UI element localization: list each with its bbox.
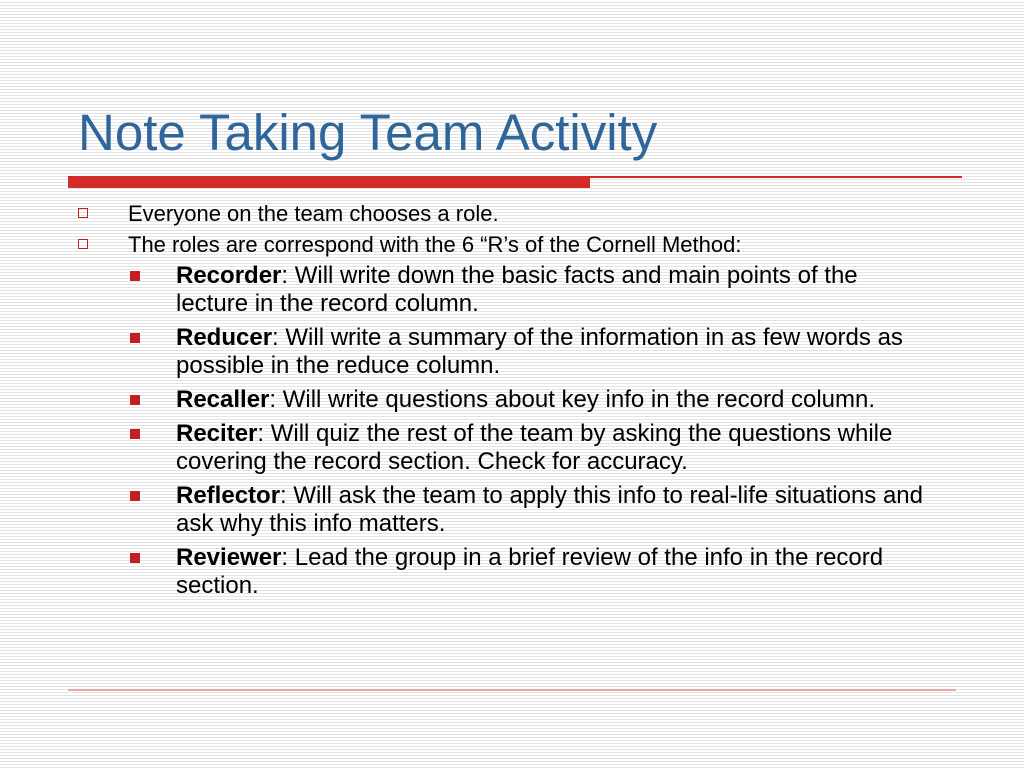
title-underline-thin: [590, 176, 962, 178]
title-underline-thick: [68, 176, 590, 188]
role-item-reflector: [126, 482, 926, 538]
filled-square-bullet-icon: [130, 553, 140, 563]
role-name: Recaller: [176, 386, 270, 413]
filled-square-bullet-icon: [130, 395, 140, 405]
role-item-recorder: [126, 262, 926, 318]
role-name: Reducer: [176, 324, 273, 351]
role-description: : Will write down the basic facts and main points of the lecture in the record column.: [176, 262, 858, 317]
bullet-text: The roles are correspond with the 6 “R’s of the Cornell Method:: [128, 232, 742, 257]
role-item-reducer: [126, 324, 926, 380]
bullet-text: Everyone on the team chooses a role.: [128, 201, 499, 226]
slide-title: Note Taking Team Activity: [78, 104, 658, 161]
role-name: Recorder: [176, 262, 282, 289]
hollow-square-bullet-icon: [78, 208, 88, 218]
role-description: : Will quiz the rest of the team by asking the questions while covering the record section. Check for accuracy.: [176, 420, 893, 475]
bullet-list: [74, 200, 964, 262]
filled-square-bullet-icon: [130, 271, 140, 281]
role-list: [126, 262, 926, 606]
role-description: : Will write questions about key info in the record column.: [269, 386, 876, 413]
filled-square-bullet-icon: [130, 491, 140, 501]
footer-divider: [68, 689, 956, 691]
bullet-item: [74, 200, 964, 228]
role-description: : Will write a summary of the information in as few words as possible in the reduce column.: [176, 324, 903, 379]
bullet-item: [74, 231, 964, 259]
hollow-square-bullet-icon: [78, 239, 88, 249]
role-description: : Lead the group in a brief review of the info in the record section.: [176, 544, 884, 599]
role-name: Reviewer: [176, 544, 282, 571]
filled-square-bullet-icon: [130, 429, 140, 439]
role-description: : Will ask the team to apply this info to real-life situations and ask why this info matters.: [176, 482, 924, 537]
filled-square-bullet-icon: [130, 333, 140, 343]
role-item-recaller: [126, 386, 926, 414]
role-name: Reciter: [176, 420, 258, 447]
role-name: Reflector: [176, 482, 281, 509]
role-item-reviewer: [126, 544, 926, 600]
role-item-reciter: [126, 420, 926, 476]
